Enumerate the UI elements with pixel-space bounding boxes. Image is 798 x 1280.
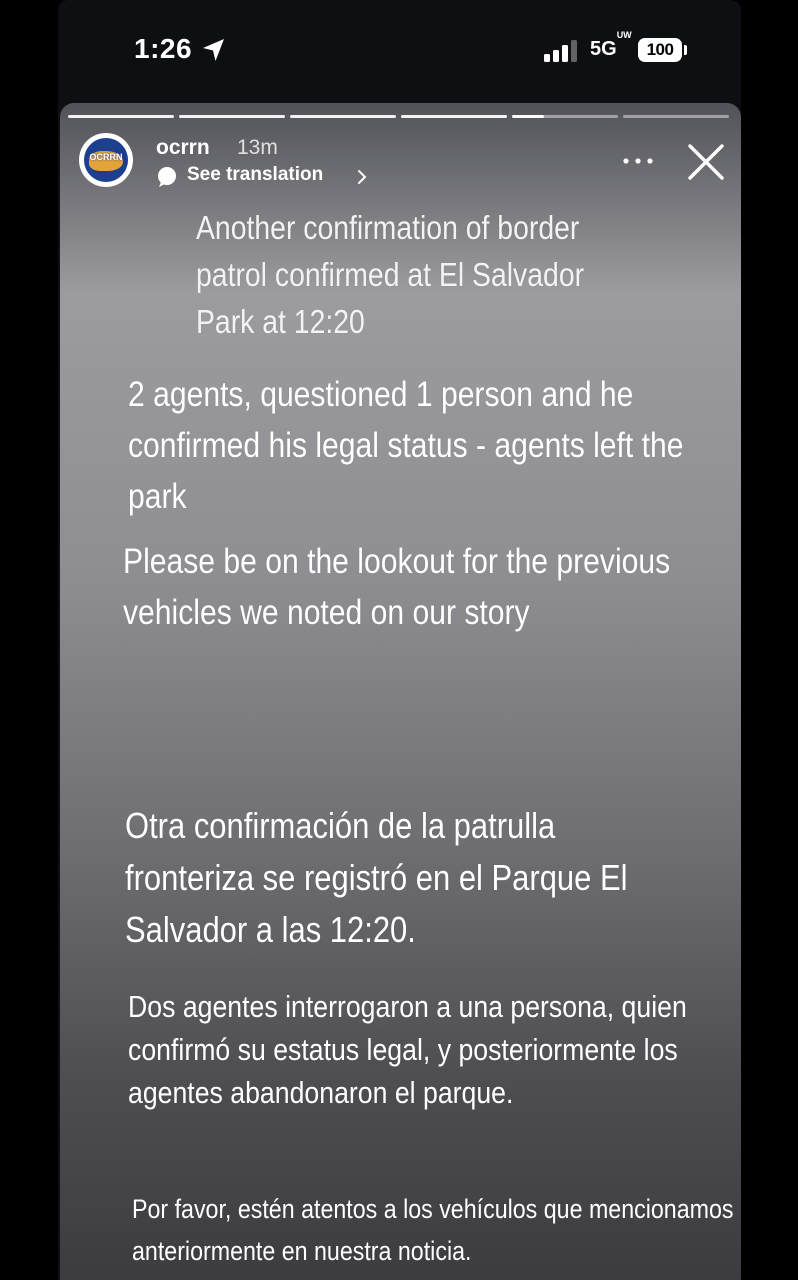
network-type: $5G^{UW}$	[590, 30, 632, 60]
progress-fill	[512, 115, 544, 118]
status-bar	[58, 0, 741, 100]
avatar-logo	[84, 138, 128, 182]
close-icon	[685, 141, 727, 183]
translate-icon	[156, 166, 178, 193]
story-text-spanish-3: Por favor, estén atentos a los vehículos que mencionamos anteriormente en nuestra noticia.	[132, 1194, 734, 1266]
battery-indicator: 100	[638, 38, 682, 62]
battery-tip	[684, 45, 687, 55]
phone-screen	[58, 0, 741, 1280]
close-button[interactable]	[685, 141, 727, 183]
username[interactable]: ocrrn	[156, 136, 210, 159]
avatar[interactable]	[79, 133, 133, 187]
story-card[interactable]	[60, 103, 741, 1280]
story-text-english-3: Please be on the lookout for the previous vehicles we noted on our story	[123, 542, 671, 632]
story-text-english-2: 2 agents, questioned 1 person and he confirmed his legal status - agents left the park	[128, 375, 684, 516]
story-text-spanish-2: Dos agentes interrogaron a una persona, quien confirmó su estatus legal, y posteriormente los agentes abandonaron el parque.	[128, 989, 687, 1110]
see-translation-label: See translation	[187, 164, 324, 185]
progress-segment	[179, 115, 285, 118]
progress-segment	[401, 115, 507, 118]
story-text-english-1: Another confirmation of border patrol confirmed at El Salvador Park at 12:20	[196, 209, 585, 340]
post-time: 13m	[237, 136, 278, 159]
progress-segment-current	[512, 115, 618, 118]
story-progress-bar	[68, 115, 733, 118]
story-text-spanish-1: Otra confirmación de la patrulla fronteriza se registró en el Parque El Salvador a las 12:20.	[125, 805, 628, 950]
progress-segment	[290, 115, 396, 118]
progress-segment	[68, 115, 174, 118]
chevron-right-icon	[356, 169, 368, 190]
location-arrow-icon	[201, 37, 227, 68]
progress-segment	[623, 115, 729, 118]
avatar-logo-text: OCRRN	[89, 152, 123, 162]
status-time: 1:26	[134, 33, 193, 64]
cellular-signal-icon	[544, 40, 582, 67]
more-options-button[interactable]	[620, 153, 656, 169]
